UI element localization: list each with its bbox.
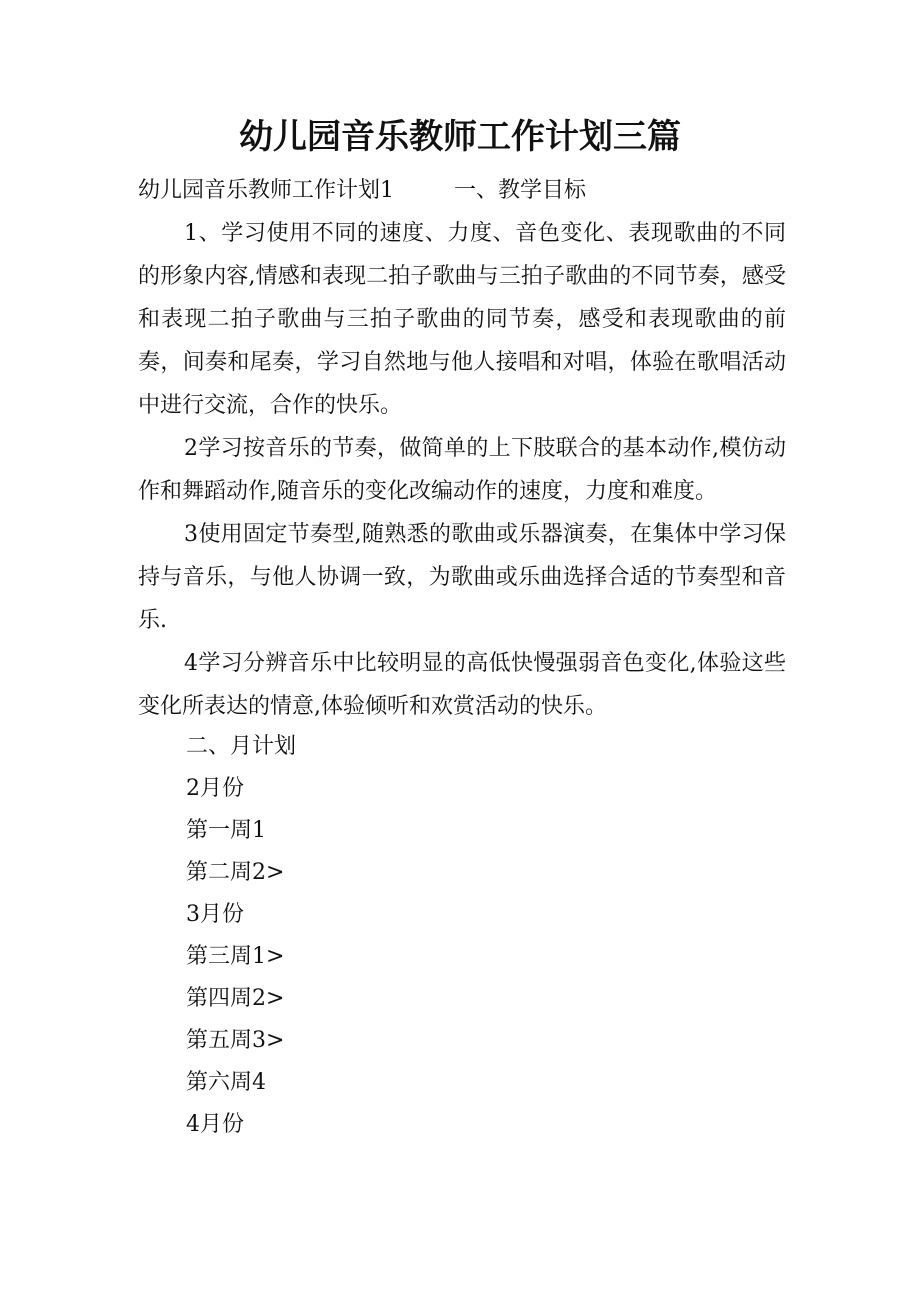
section-heading-goals: 一、教学目标 [454, 178, 587, 203]
paragraph-goal-4: 4学习分辨音乐中比较明显的高低快慢强弱音色变化,体验这些变化所表达的情意,体验倾听和欢赏活动的快乐。 [138, 651, 786, 719]
week-item: 第一周1 [186, 818, 266, 843]
month-label: 2月份 [186, 776, 244, 801]
month-label: 4月份 [186, 1112, 244, 1137]
document-title: 幼儿园音乐教师工作计划三篇 [239, 117, 681, 157]
paragraph-goal-2: 2学习按音乐的节奏，做简单的上下肢联合的基本动作,模仿动作和舞蹈动作,随音乐的变化改编动作的速度，力度和难度。 [138, 436, 786, 504]
week-item: 第六周4 [186, 1070, 266, 1095]
paragraph-goal-3: 3使用固定节奏型,随熟悉的歌曲或乐器演奏，在集体中学习保持与音乐，与他人协调一致，为歌曲或乐曲选择合适的节奏型和音乐. [138, 522, 786, 633]
week-item: 第二周2> [186, 860, 285, 885]
paragraph-goal-1: 1、学习使用不同的速度、力度、音色变化、表现歌曲的不同的形象内容,情感和表现二拍子歌曲与三拍子歌曲的不同节奏，感受和表现二拍子歌曲与三拍子歌曲的同节奏，感受和表现歌曲的前奏，间奏和尾奏，学习自然地与他人接唱和对唱，体验在歌唱活动中进行交流，合作的快乐。 [138, 221, 786, 418]
week-item: 第三周1> [186, 944, 285, 969]
intro-line [138, 172, 586, 210]
week-item: 第五周3> [186, 1028, 285, 1053]
section-heading-monthly: 二、月计划 [186, 734, 297, 759]
plan-heading: 幼儿园音乐教师工作计划1 [138, 178, 394, 203]
week-item: 第四周2> [186, 986, 285, 1011]
month-label: 3月份 [186, 902, 244, 927]
